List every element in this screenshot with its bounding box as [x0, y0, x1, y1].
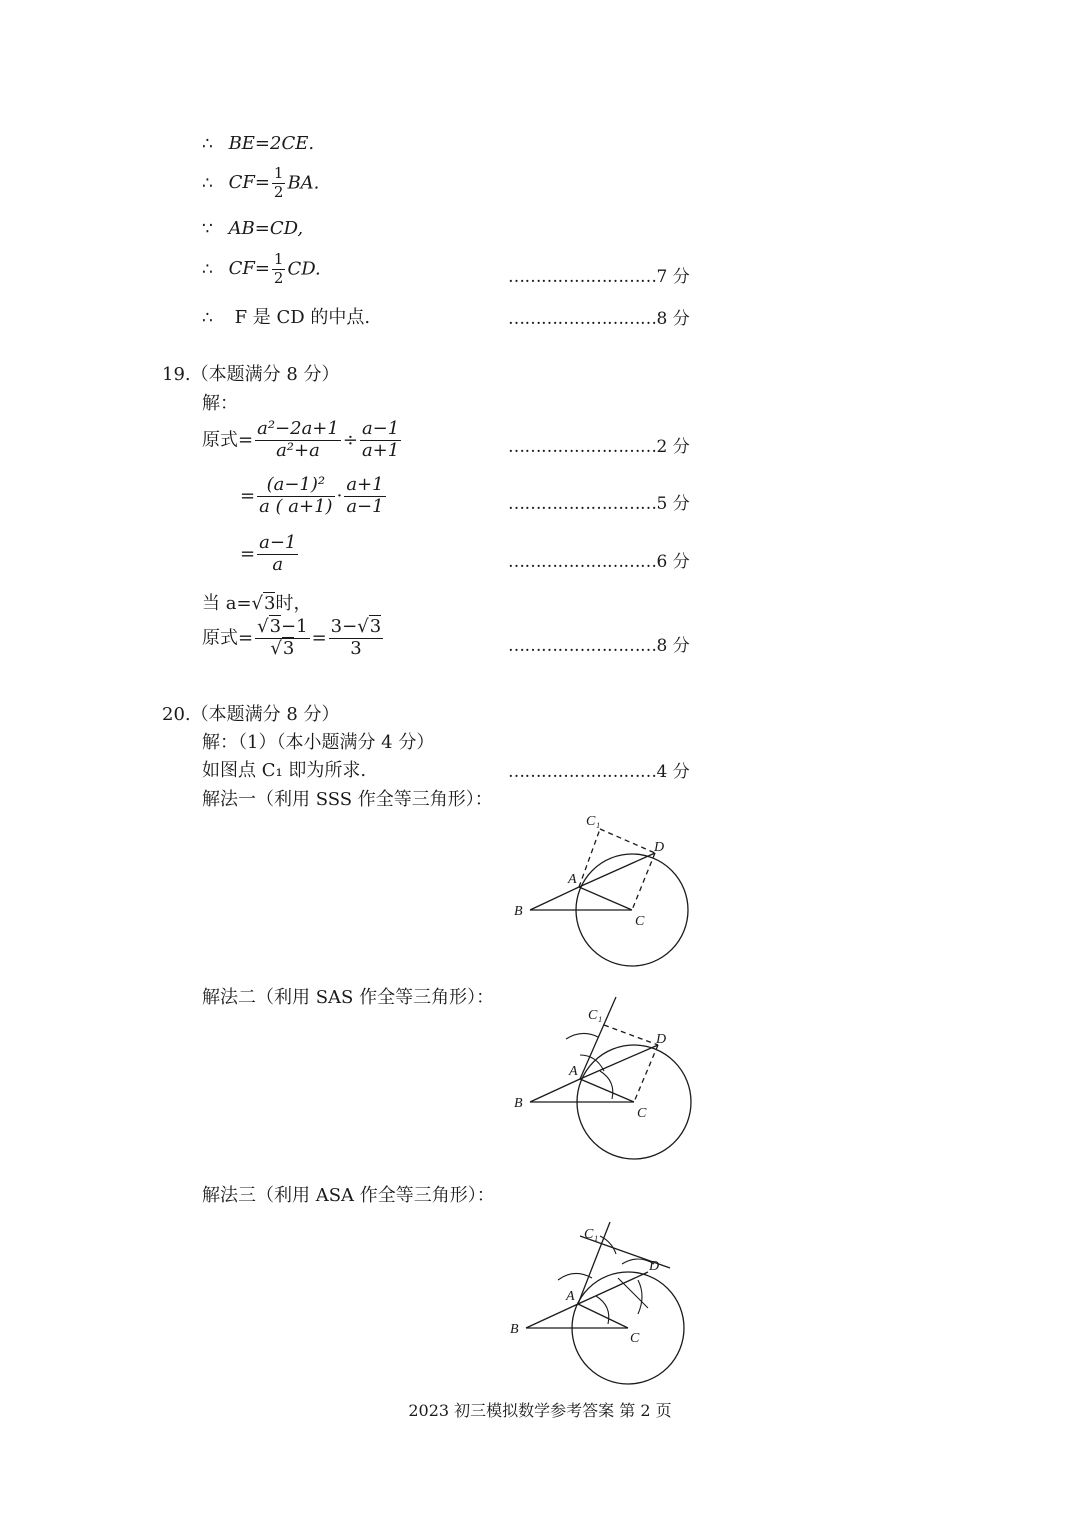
q20-method-2: 解法二（利用 SAS 作全等三角形）：	[202, 987, 495, 1008]
q19-solve-label: 解：	[202, 393, 238, 414]
therefore-symbol: ∴	[202, 134, 213, 154]
score-5: ………………………5 分	[508, 494, 690, 514]
q20-c1-line: 如图点 C₁ 即为所求.	[202, 760, 367, 781]
q18-line-2: ∴ CF= $\frac{1}{2}$ BA.	[202, 164, 320, 201]
q19-header: 19.（本题满分 8 分）	[162, 364, 340, 385]
q18-line-3: ∵ AB=CD,	[202, 218, 304, 239]
figure-sas	[500, 995, 700, 1165]
label-c1: C₁	[586, 814, 601, 829]
score-4: ………………………4 分	[508, 762, 690, 782]
q20-header: 20.（本题满分 8 分）	[162, 704, 340, 725]
svg-text:C: C	[630, 1331, 640, 1346]
q18-line-4: ∴ CF= $\frac{1}{2}$ CD.	[202, 250, 321, 287]
q20-part1: 解：（1）（本小题满分 4 分）	[202, 732, 435, 753]
page-footer: 2023 初三模拟数学参考答案 第 2 页	[408, 1401, 672, 1420]
q19-step-3: = $\frac{a-1}{a}$	[240, 532, 297, 575]
svg-text:D: D	[656, 1032, 667, 1047]
label-a: A	[568, 872, 577, 887]
svg-text:C₁: C₁	[588, 1008, 603, 1023]
q19-step-2: = $\frac{\text{(a−1)²}}{a ( a+1)}$ · $\frac{a+1}{a-1}$	[240, 474, 384, 517]
svg-text:C: C	[637, 1106, 647, 1121]
q18-line-1: ∴ BE=2CE.	[202, 133, 315, 154]
score-7: ………………………7 分	[508, 267, 690, 287]
fraction-half: $\frac{1}{2}$	[273, 164, 284, 201]
q19-step-4: 原式= $\frac{√3-1}{√3}$ = $\frac{3-√3}{3}$	[202, 616, 382, 659]
q20-method-3: 解法三（利用 ASA 作全等三角形）：	[202, 1185, 495, 1206]
score-2: ………………………2 分	[508, 437, 690, 457]
svg-text:C₁: C₁	[584, 1227, 599, 1242]
figure-asa	[498, 1218, 698, 1388]
svg-text:B: B	[514, 1096, 523, 1111]
label-d: D	[654, 840, 665, 855]
svg-text:A: A	[566, 1289, 575, 1304]
svg-text:A: A	[569, 1064, 578, 1079]
score-8b: ………………………8 分	[508, 636, 690, 656]
because-symbol: ∵	[202, 219, 213, 239]
q19-step-1: 原式= $\frac{\text{a²−2a+1}}{\text{a²+a}}$ ÷ $\frac{a-1}{a+1}$	[202, 418, 400, 461]
svg-text:B: B	[510, 1322, 519, 1337]
q20-method-1: 解法一（利用 SSS 作全等三角形）：	[202, 789, 493, 810]
score-6: ………………………6 分	[508, 552, 690, 572]
label-c: C	[635, 914, 645, 929]
svg-text:D: D	[649, 1259, 660, 1274]
figure-sss	[500, 805, 700, 975]
q18-line-5: ∴ F 是 CD 的中点.	[202, 307, 371, 328]
score-8: ………………………8 分	[508, 309, 690, 329]
q19-when-line: 当 a=√3时，	[202, 593, 312, 614]
label-b: B	[514, 904, 523, 919]
